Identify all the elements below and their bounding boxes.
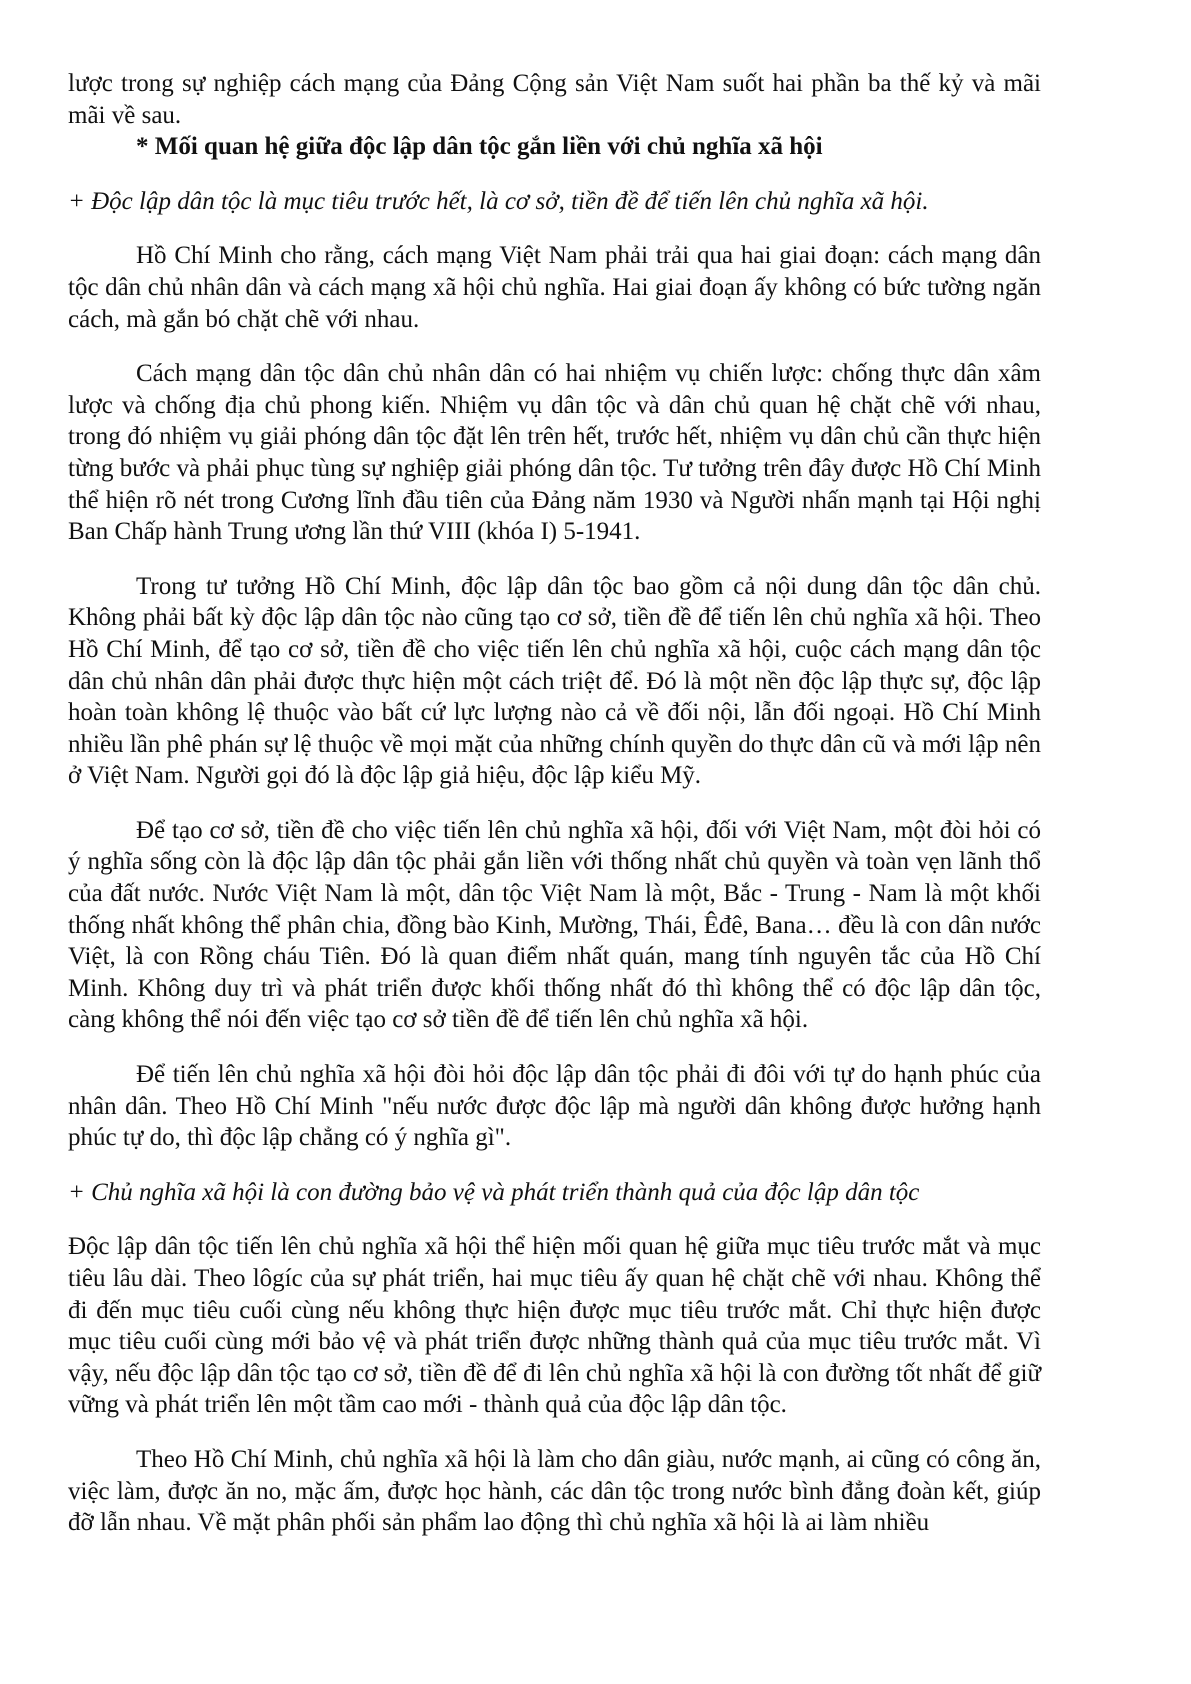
document-page — [68, 68, 1041, 1539]
section-heading: * Mối quan hệ giữa độc lập dân tộc gắn liền với chủ nghĩa xã hội — [136, 133, 823, 161]
paragraph-intro: lược trong sự nghiệp cách mạng của Đảng Cộng sản Việt Nam suốt hai phần ba thế kỷ và mãi mãi về sau. — [68, 70, 1041, 129]
paragraph-2: Cách mạng dân tộc dân chủ nhân dân có hai nhiệm vụ chiến lược: chống thực dân xâm lược và chống địa chủ phong kiến. Nhiệm vụ dân tộc và dân chủ quan hệ chặt chẽ với nhau, trong đó nhiệm vụ giải phóng dân tộc đặt lên trên hết, trước hết, nhiệm vụ dân chủ cần thực hiện từng bước và phải phục tùng sự nghiệp giải phóng dân tộc. Tư tưởng trên đây được Hồ Chí Minh thể hiện rõ nét trong Cương lĩnh đầu tiên của Đảng năm 1930 và Người nhấn mạnh tại Hội nghị Ban Chấp hành Trung ương lần thứ VIII (khóa I) 5-1941. — [68, 360, 1041, 546]
paragraph-5: Để tiến lên chủ nghĩa xã hội đòi hỏi độc lập dân tộc phải đi đôi với tự do hạnh phúc của nhân dân. Theo Hồ Chí Minh "nếu nước được độc lập mà người dân không được hưởng hạnh phúc tự do, thì độc lập chẳng có ý nghĩa gì". — [68, 1061, 1041, 1152]
paragraph-1: Hồ Chí Minh cho rằng, cách mạng Việt Nam phải trải qua hai giai đoạn: cách mạng dân tộc dân chủ nhân dân và cách mạng xã hội chủ nghĩa. Hai giai đoạn ấy không có bức tường ngăn cách, mà gắn bó chặt chẽ với nhau. — [68, 242, 1041, 333]
paragraph-6: Độc lập dân tộc tiến lên chủ nghĩa xã hội thể hiện mối quan hệ giữa mục tiêu trước mắt và mục tiêu lâu dài. Theo lôgíc của sự phát triển, hai mục tiêu ấy quan hệ chặt chẽ với nhau. Không thể đi đến mục tiêu cuối cùng nếu không thực hiện được mục tiêu trước mắt. Chỉ thực hiện được mục tiêu cuối cùng mới bảo vệ và phát triển được những thành quả của mục tiêu trước mắt. Vì vậy, nếu độc lập dân tộc tạo cơ sở, tiền đề để đi lên chủ nghĩa xã hội là con đường tốt nhất để giữ vững và phát triển lên một tầm cao mới - thành quả của độc lập dân tộc. — [68, 1233, 1041, 1419]
paragraph-3: Trong tư tưởng Hồ Chí Minh, độc lập dân tộc bao gồm cả nội dung dân tộc dân chủ. Không phải bất kỳ độc lập dân tộc nào cũng tạo cơ sở, tiền đề để tiến lên chủ nghĩa xã hội. Theo Hồ Chí Minh, để tạo cơ sở, tiền đề cho việc tiến lên chủ nghĩa xã hội, cuộc cách mạng dân tộc dân chủ nhân dân phải được thực hiện một cách triệt để. Đó là một nền độc lập thực sự, độc lập hoàn toàn không lệ thuộc vào bất cứ lực lượng nào cả về đối nội, lẫn đối ngoại. Hồ Chí Minh nhiều lần phê phán sự lệ thuộc về mọi mặt của những chính quyền do thực dân cũ và mới lập nên ở Việt Nam. Người gọi đó là độc lập giả hiệu, độc lập kiểu Mỹ. — [68, 572, 1041, 790]
subheading-1: + Độc lập dân tộc là mục tiêu trước hết, là cơ sở, tiền đề để tiến lên chủ nghĩa xã hội. — [68, 187, 929, 215]
subheading-2: + Chủ nghĩa xã hội là con đường bảo vệ và phát triển thành quả của độc lập dân tộc — [68, 1178, 920, 1206]
paragraph-7: Theo Hồ Chí Minh, chủ nghĩa xã hội là làm cho dân giàu, nước mạnh, ai cũng có công ăn, việc làm, được ăn no, mặc ấm, được học hành, các dân tộc trong nước bình đẳng đoàn kết, giúp đỡ lẫn nhau. Về mặt phân phối sản phẩm lao động thì chủ nghĩa xã hội là ai làm nhiều — [68, 1445, 1041, 1537]
paragraph-4: Để tạo cơ sở, tiền đề cho việc tiến lên chủ nghĩa xã hội, đối với Việt Nam, một đòi hỏi có ý nghĩa sống còn là độc lập dân tộc phải gắn liền với thống nhất chủ quyền và toàn vẹn lãnh thổ của đất nước. Nước Việt Nam là một, dân tộc Việt Nam là một, Bắc - Trung - Nam là một khối thống nhất không thể phân chia, đồng bào Kinh, Mường, Thái, Êđê, Bana… đều là con dân nước Việt, là con Rồng cháu Tiên. Đó là quan điểm nhất quán, mang tính nguyên tắc của Hồ Chí Minh. Không duy trì và phát triển được khối thống nhất đó thì không thể có độc lập dân tộc, càng không thể nói đến việc tạo cơ sở tiền đề để tiến lên chủ nghĩa xã hội. — [68, 816, 1041, 1034]
